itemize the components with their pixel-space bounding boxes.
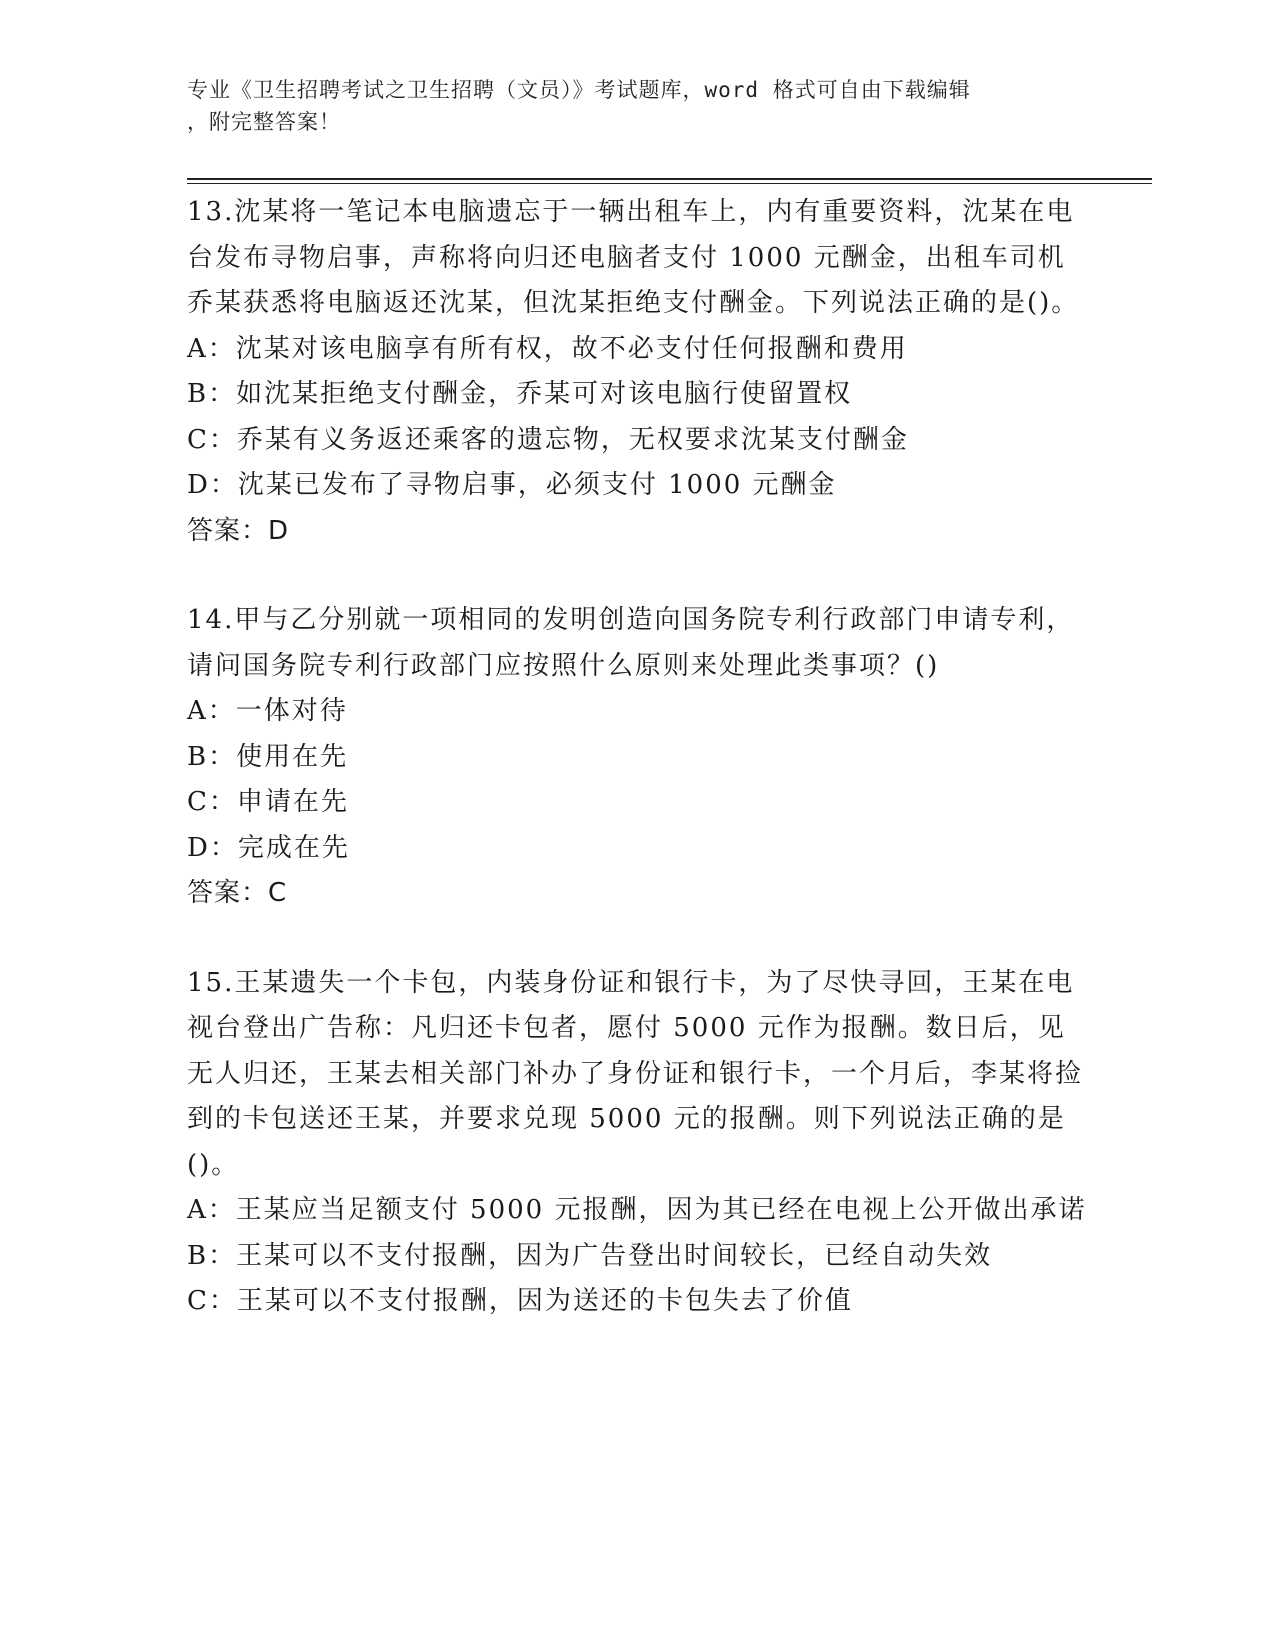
question-stem: 14.甲与乙分别就一项相同的发明创造向国务院专利行政部门申请专利，请问国务院专利行政部门应按照什么原则来处理此类事项？() [187, 605, 1075, 681]
document-header [187, 74, 1067, 138]
option-d: D：沈某已发布了寻物启事，必须支付 1000 元酬金 [187, 470, 837, 500]
option-b: B：王某可以不支付报酬，因为广告登出时间较长，已经自动失效 [187, 1240, 993, 1271]
option-a: A：沈某对该电脑享有所有权，故不必支付任何报酬和费用 [187, 333, 908, 364]
answer: 答案：C [187, 878, 288, 908]
header-rule-thick [187, 178, 1152, 180]
option-d: D：完成在先 [187, 832, 350, 863]
question-14 [187, 598, 1087, 917]
question-list [187, 190, 1087, 1369]
header-line-1: 专业《卫生招聘考试之卫生招聘（文员）》考试题库，word 格式可自由下载编辑 [187, 78, 971, 102]
option-c: C：申请在先 [187, 787, 349, 817]
option-b: B：如沈某拒绝支付酬金，乔某可对该电脑行使留置权 [187, 379, 853, 409]
question-stem: 13.沈某将一笔记本电脑遗忘于一辆出租车上，内有重要资料，沈某在电台发布寻物启事，声称将向归还电脑者支付 1000 元酬金，出租车司机乔某获悉将电脑返还沈某，但沈某拒绝支付酬金。下列说法正确的是()。 [187, 197, 1080, 318]
answer: 答案：D [187, 515, 290, 546]
option-b: B：使用在先 [187, 741, 349, 772]
question-stem: 15.王某遗失一个卡包，内装身份证和银行卡，为了尽快寻回，王某在电视台登出广告称：凡归还卡包者，愿付 5000 元作为报酬。数日后，见无人归还，王某去相关部门补办了身份证和银行卡，一个月后，李某将捡到的卡包送还王某，并要求兑现 5000 元的报酬。则下列说法正确的是()。 [187, 967, 1084, 1180]
question-13 [187, 190, 1087, 554]
question-15 [187, 961, 1087, 1325]
option-c: C：王某可以不支付报酬，因为送还的卡包失去了价值 [187, 1286, 853, 1316]
header-line-2: ，附完整答案！ [187, 110, 341, 134]
option-c: C：乔某有义务返还乘客的遗忘物，无权要求沈某支付酬金 [187, 424, 909, 455]
header-rule-thin [187, 183, 1152, 184]
option-a: A：一体对待 [187, 696, 348, 726]
option-a: A：王某应当足额支付 5000 元报酬，因为其已经在电视上公开做出承诺 [187, 1195, 1087, 1225]
